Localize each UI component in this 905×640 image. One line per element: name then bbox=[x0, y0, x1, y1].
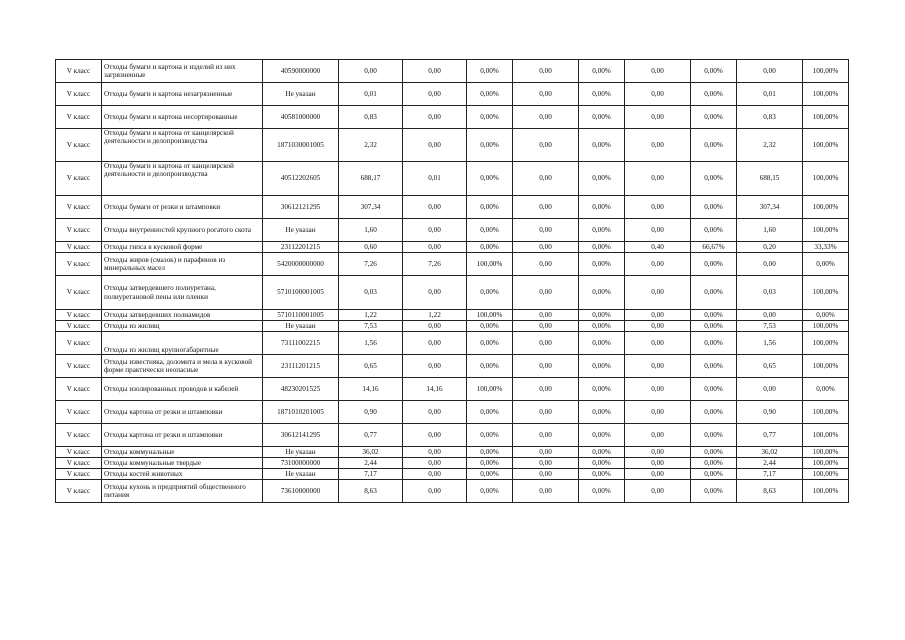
value-cell: 0,00% bbox=[691, 196, 737, 219]
value-cell: 0,00 bbox=[513, 276, 579, 310]
value-cell: 0,00 bbox=[513, 242, 579, 253]
value-cell: 0,00% bbox=[579, 242, 625, 253]
value-cell: 0,00% bbox=[691, 355, 737, 378]
value-cell: 0,00% bbox=[467, 469, 513, 480]
table-row bbox=[56, 480, 849, 503]
value-cell: 100,00% bbox=[467, 310, 513, 321]
value-cell: 0,00 bbox=[403, 447, 467, 458]
value-cell: 0,00 bbox=[625, 378, 691, 401]
value-cell: 0,00 bbox=[513, 219, 579, 242]
value-cell: 0,00% bbox=[467, 321, 513, 332]
value-cell: 688,15 bbox=[737, 162, 803, 196]
waste-code-cell: 23111201215 bbox=[263, 355, 339, 378]
value-cell: 688,17 bbox=[339, 162, 403, 196]
value-cell: 0,00 bbox=[513, 378, 579, 401]
value-cell: 0,00% bbox=[579, 480, 625, 503]
value-cell: 0,00 bbox=[339, 60, 403, 83]
value-cell: 1,22 bbox=[339, 310, 403, 321]
value-cell: 0,00% bbox=[803, 253, 849, 276]
value-cell: 0,00% bbox=[691, 106, 737, 129]
value-cell: 0,00% bbox=[579, 83, 625, 106]
waste-code-cell: 40581000000 bbox=[263, 106, 339, 129]
table-row bbox=[56, 129, 849, 162]
value-cell: 0,00% bbox=[467, 129, 513, 162]
table-row bbox=[56, 447, 849, 458]
value-cell: 7,17 bbox=[339, 469, 403, 480]
hazard-class-cell: V класс bbox=[56, 276, 102, 310]
value-cell: 100,00% bbox=[467, 253, 513, 276]
value-cell: 0,00 bbox=[403, 458, 467, 469]
value-cell: 0,00% bbox=[467, 276, 513, 310]
waste-name-cell: Отходы бумаги и картона от канцелярской деятельности и делопроизводства bbox=[102, 162, 263, 196]
table-row bbox=[56, 106, 849, 129]
value-cell: 0,00 bbox=[403, 480, 467, 503]
value-cell: 0,00% bbox=[467, 162, 513, 196]
value-cell: 0,00% bbox=[579, 310, 625, 321]
value-cell: 0,00% bbox=[467, 196, 513, 219]
waste-name-cell: Отходы картона от резки и штамповки bbox=[102, 401, 263, 424]
value-cell: 0,01 bbox=[339, 83, 403, 106]
value-cell: 0,00 bbox=[403, 60, 467, 83]
value-cell: 0,00 bbox=[625, 321, 691, 332]
value-cell: 1,56 bbox=[737, 332, 803, 355]
value-cell: 0,00 bbox=[403, 469, 467, 480]
value-cell: 0,00% bbox=[691, 276, 737, 310]
hazard-class-cell: V класс bbox=[56, 378, 102, 401]
value-cell: 0,00% bbox=[467, 242, 513, 253]
value-cell: 0,00 bbox=[513, 401, 579, 424]
value-cell: 0,00% bbox=[579, 458, 625, 469]
value-cell: 0,00% bbox=[579, 469, 625, 480]
value-cell: 0,00 bbox=[625, 480, 691, 503]
value-cell: 2,44 bbox=[339, 458, 403, 469]
value-cell: 0,00% bbox=[579, 276, 625, 310]
waste-name-cell: Отходы бумаги и картона незагрязненные bbox=[102, 83, 263, 106]
waste-name-cell: Отходы гипса в кусковой форме bbox=[102, 242, 263, 253]
value-cell: 0,00% bbox=[691, 378, 737, 401]
table-row bbox=[56, 424, 849, 447]
waste-code-cell: 1871010201005 bbox=[263, 401, 339, 424]
table-row bbox=[56, 458, 849, 469]
value-cell: 100,00% bbox=[803, 458, 849, 469]
waste-name-cell: Отходы коммунальные bbox=[102, 447, 263, 458]
value-cell: 0,00% bbox=[467, 355, 513, 378]
value-cell: 0,00 bbox=[403, 321, 467, 332]
value-cell: 0,00 bbox=[403, 332, 467, 355]
waste-code-cell: 40590000000 bbox=[263, 60, 339, 83]
value-cell: 0,00% bbox=[579, 332, 625, 355]
value-cell: 8,63 bbox=[737, 480, 803, 503]
table-row bbox=[56, 253, 849, 276]
hazard-class-cell: V класс bbox=[56, 129, 102, 162]
value-cell: 100,00% bbox=[803, 355, 849, 378]
hazard-class-cell: V класс bbox=[56, 60, 102, 83]
table-row bbox=[56, 162, 849, 196]
value-cell: 0,03 bbox=[737, 276, 803, 310]
value-cell: 0,00 bbox=[625, 196, 691, 219]
waste-code-cell: 5420000000000 bbox=[263, 253, 339, 276]
value-cell: 0,00% bbox=[579, 162, 625, 196]
hazard-class-cell: V класс bbox=[56, 196, 102, 219]
waste-code-cell: 30612141295 bbox=[263, 424, 339, 447]
value-cell: 7,26 bbox=[403, 253, 467, 276]
value-cell: 100,00% bbox=[803, 469, 849, 480]
waste-code-cell: 5710110001005 bbox=[263, 310, 339, 321]
value-cell: 0,00 bbox=[513, 162, 579, 196]
value-cell: 100,00% bbox=[803, 447, 849, 458]
value-cell: 0,00% bbox=[579, 401, 625, 424]
value-cell: 0,00% bbox=[691, 447, 737, 458]
table-row bbox=[56, 401, 849, 424]
waste-table-body bbox=[56, 60, 849, 503]
value-cell: 0,00 bbox=[737, 310, 803, 321]
value-cell: 100,00% bbox=[803, 129, 849, 162]
value-cell: 100,00% bbox=[803, 424, 849, 447]
waste-name-cell: Отходы картона от резки и штамповки bbox=[102, 424, 263, 447]
value-cell: 0,00% bbox=[467, 458, 513, 469]
value-cell: 0,00% bbox=[691, 83, 737, 106]
hazard-class-cell: V класс bbox=[56, 424, 102, 447]
hazard-class-cell: V класс bbox=[56, 458, 102, 469]
table-row bbox=[56, 321, 849, 332]
table-row bbox=[56, 378, 849, 401]
value-cell: 0,00 bbox=[513, 60, 579, 83]
waste-code-cell: 73111002215 bbox=[263, 332, 339, 355]
waste-table bbox=[55, 59, 849, 503]
value-cell: 66,67% bbox=[691, 242, 737, 253]
value-cell: 1,22 bbox=[403, 310, 467, 321]
value-cell: 0,00 bbox=[625, 129, 691, 162]
value-cell: 14,16 bbox=[403, 378, 467, 401]
value-cell: 8,63 bbox=[339, 480, 403, 503]
table-row bbox=[56, 310, 849, 321]
waste-name-cell: Отходы кухонь и предприятий общественного питания bbox=[102, 480, 263, 503]
value-cell: 36,02 bbox=[339, 447, 403, 458]
value-cell: 100,00% bbox=[803, 332, 849, 355]
value-cell: 0,90 bbox=[737, 401, 803, 424]
waste-name-cell: Отходы из жилищ bbox=[102, 321, 263, 332]
hazard-class-cell: V класс bbox=[56, 310, 102, 321]
value-cell: 0,00 bbox=[403, 129, 467, 162]
value-cell: 0,00 bbox=[625, 469, 691, 480]
value-cell: 0,00 bbox=[513, 83, 579, 106]
waste-name-cell: Отходы внутренностей крупного рогатого скота bbox=[102, 219, 263, 242]
value-cell: 0,00% bbox=[579, 196, 625, 219]
value-cell: 0,83 bbox=[737, 106, 803, 129]
waste-code-cell: 30612121295 bbox=[263, 196, 339, 219]
value-cell: 307,34 bbox=[339, 196, 403, 219]
waste-name-cell: Отходы из жилищ крупногабаритные bbox=[102, 332, 263, 355]
value-cell: 33,33% bbox=[803, 242, 849, 253]
value-cell: 7,53 bbox=[737, 321, 803, 332]
waste-code-cell: 5710100001005 bbox=[263, 276, 339, 310]
waste-name-cell: Отходы костей животных bbox=[102, 469, 263, 480]
value-cell: 0,00 bbox=[625, 276, 691, 310]
value-cell: 0,00 bbox=[513, 129, 579, 162]
value-cell: 0,00 bbox=[513, 469, 579, 480]
waste-name-cell: Отходы затвердевших полиамидов bbox=[102, 310, 263, 321]
value-cell: 1,56 bbox=[339, 332, 403, 355]
value-cell: 0,00 bbox=[625, 401, 691, 424]
waste-code-cell: 73100000000 bbox=[263, 458, 339, 469]
value-cell: 0,00 bbox=[737, 253, 803, 276]
value-cell: 0,00 bbox=[513, 458, 579, 469]
table-row bbox=[56, 355, 849, 378]
value-cell: 0,00 bbox=[403, 83, 467, 106]
value-cell: 0,00 bbox=[513, 321, 579, 332]
value-cell: 0,00 bbox=[625, 310, 691, 321]
value-cell: 0,65 bbox=[339, 355, 403, 378]
value-cell: 100,00% bbox=[803, 106, 849, 129]
value-cell: 0,00 bbox=[737, 378, 803, 401]
value-cell: 0,77 bbox=[737, 424, 803, 447]
hazard-class-cell: V класс bbox=[56, 480, 102, 503]
table-row bbox=[56, 276, 849, 310]
waste-name-cell: Отходы бумаги и картона несортированные bbox=[102, 106, 263, 129]
waste-code-cell: 73610000000 bbox=[263, 480, 339, 503]
value-cell: 0,00 bbox=[625, 162, 691, 196]
value-cell: 0,00 bbox=[513, 106, 579, 129]
waste-code-cell: 23112201215 bbox=[263, 242, 339, 253]
waste-code-cell: Не указан bbox=[263, 321, 339, 332]
value-cell: 0,77 bbox=[339, 424, 403, 447]
value-cell: 100,00% bbox=[467, 378, 513, 401]
value-cell: 0,00% bbox=[803, 378, 849, 401]
value-cell: 0,00% bbox=[579, 321, 625, 332]
value-cell: 0,00% bbox=[691, 321, 737, 332]
value-cell: 100,00% bbox=[803, 196, 849, 219]
table-row bbox=[56, 242, 849, 253]
value-cell: 0,00% bbox=[691, 253, 737, 276]
table-row bbox=[56, 83, 849, 106]
hazard-class-cell: V класс bbox=[56, 162, 102, 196]
waste-name-cell: Отходы бумаги от резки и штамповки bbox=[102, 196, 263, 219]
hazard-class-cell: V класс bbox=[56, 83, 102, 106]
value-cell: 0,00% bbox=[467, 219, 513, 242]
value-cell: 0,00% bbox=[691, 424, 737, 447]
waste-name-cell: Отходы изолированных проводов и кабелей bbox=[102, 378, 263, 401]
value-cell: 0,03 bbox=[339, 276, 403, 310]
waste-name-cell: Отходы известняка, доломита и мела в кусковой форме практически неопасные bbox=[102, 355, 263, 378]
value-cell: 0,01 bbox=[737, 83, 803, 106]
hazard-class-cell: V класс bbox=[56, 447, 102, 458]
waste-code-cell: Не указан bbox=[263, 83, 339, 106]
value-cell: 0,00% bbox=[579, 424, 625, 447]
value-cell: 0,00% bbox=[691, 60, 737, 83]
value-cell: 0,00 bbox=[625, 83, 691, 106]
value-cell: 0,00 bbox=[403, 424, 467, 447]
table-row bbox=[56, 60, 849, 83]
value-cell: 0,00% bbox=[467, 447, 513, 458]
value-cell: 0,00 bbox=[403, 219, 467, 242]
value-cell: 2,32 bbox=[339, 129, 403, 162]
value-cell: 0,00 bbox=[625, 253, 691, 276]
waste-name-cell: Отходы жиров (смазок) и парафинов из минеральных масел bbox=[102, 253, 263, 276]
value-cell: 2,32 bbox=[737, 129, 803, 162]
value-cell: 0,00 bbox=[403, 242, 467, 253]
value-cell: 0,00% bbox=[691, 219, 737, 242]
value-cell: 0,00 bbox=[513, 424, 579, 447]
value-cell: 0,00 bbox=[403, 355, 467, 378]
value-cell: 0,00% bbox=[467, 401, 513, 424]
table-row bbox=[56, 469, 849, 480]
value-cell: 0,00 bbox=[513, 480, 579, 503]
hazard-class-cell: V класс bbox=[56, 321, 102, 332]
value-cell: 100,00% bbox=[803, 276, 849, 310]
hazard-class-cell: V класс bbox=[56, 242, 102, 253]
value-cell: 100,00% bbox=[803, 219, 849, 242]
waste-name-cell: Отходы коммунальные твердые bbox=[102, 458, 263, 469]
value-cell: 0,00% bbox=[579, 355, 625, 378]
value-cell: 0,00% bbox=[691, 480, 737, 503]
value-cell: 0,00% bbox=[467, 60, 513, 83]
value-cell: 0,00% bbox=[579, 219, 625, 242]
value-cell: 0,00% bbox=[467, 106, 513, 129]
hazard-class-cell: V класс bbox=[56, 219, 102, 242]
value-cell: 0,00 bbox=[625, 332, 691, 355]
value-cell: 7,53 bbox=[339, 321, 403, 332]
value-cell: 0,00 bbox=[403, 106, 467, 129]
value-cell: 14,16 bbox=[339, 378, 403, 401]
table-row bbox=[56, 196, 849, 219]
value-cell: 0,00 bbox=[625, 60, 691, 83]
table-row bbox=[56, 332, 849, 355]
value-cell: 0,00% bbox=[467, 332, 513, 355]
value-cell: 0,00% bbox=[579, 106, 625, 129]
waste-name-cell: Отходы затвердевшего полиуретана, полиуретановой пены или пленки bbox=[102, 276, 263, 310]
value-cell: 100,00% bbox=[803, 162, 849, 196]
value-cell: 0,60 bbox=[339, 242, 403, 253]
value-cell: 0,20 bbox=[737, 242, 803, 253]
value-cell: 0,00% bbox=[691, 458, 737, 469]
value-cell: 0,00 bbox=[625, 447, 691, 458]
value-cell: 0,00% bbox=[579, 60, 625, 83]
value-cell: 0,00 bbox=[513, 332, 579, 355]
value-cell: 100,00% bbox=[803, 83, 849, 106]
hazard-class-cell: V класс bbox=[56, 106, 102, 129]
value-cell: 2,44 bbox=[737, 458, 803, 469]
value-cell: 307,34 bbox=[737, 196, 803, 219]
value-cell: 7,26 bbox=[339, 253, 403, 276]
value-cell: 0,00 bbox=[625, 219, 691, 242]
value-cell: 0,00 bbox=[513, 447, 579, 458]
value-cell: 0,00% bbox=[467, 83, 513, 106]
value-cell: 100,00% bbox=[803, 401, 849, 424]
waste-code-cell: Не указан bbox=[263, 447, 339, 458]
value-cell: 0,00 bbox=[403, 401, 467, 424]
value-cell: 0,00 bbox=[513, 310, 579, 321]
hazard-class-cell: V класс bbox=[56, 469, 102, 480]
value-cell: 0,00% bbox=[691, 310, 737, 321]
value-cell: 100,00% bbox=[803, 60, 849, 83]
waste-code-cell: 48230201525 bbox=[263, 378, 339, 401]
value-cell: 36,02 bbox=[737, 447, 803, 458]
value-cell: 0,00% bbox=[467, 424, 513, 447]
value-cell: 0,00 bbox=[513, 196, 579, 219]
value-cell: 0,00% bbox=[691, 129, 737, 162]
waste-code-cell: Не указан bbox=[263, 219, 339, 242]
value-cell: 0,01 bbox=[403, 162, 467, 196]
value-cell: 0,00 bbox=[403, 276, 467, 310]
hazard-class-cell: V класс bbox=[56, 355, 102, 378]
value-cell: 0,00% bbox=[803, 310, 849, 321]
value-cell: 0,00% bbox=[579, 378, 625, 401]
value-cell: 0,00% bbox=[579, 253, 625, 276]
value-cell: 0,00 bbox=[737, 60, 803, 83]
hazard-class-cell: V класс bbox=[56, 401, 102, 424]
waste-code-cell: Не указан bbox=[263, 469, 339, 480]
waste-name-cell: Отходы бумаги и картона от канцелярской деятельности и делопроизводства bbox=[102, 129, 263, 162]
value-cell: 0,00% bbox=[467, 480, 513, 503]
value-cell: 0,00 bbox=[513, 355, 579, 378]
value-cell: 0,00% bbox=[691, 469, 737, 480]
value-cell: 100,00% bbox=[803, 321, 849, 332]
value-cell: 0,00% bbox=[579, 447, 625, 458]
value-cell: 7,17 bbox=[737, 469, 803, 480]
table-row bbox=[56, 219, 849, 242]
waste-code-cell: 40512202605 bbox=[263, 162, 339, 196]
waste-code-cell: 1871030001005 bbox=[263, 129, 339, 162]
value-cell: 0,65 bbox=[737, 355, 803, 378]
value-cell: 0,40 bbox=[625, 242, 691, 253]
value-cell: 0,00% bbox=[691, 332, 737, 355]
value-cell: 0,83 bbox=[339, 106, 403, 129]
value-cell: 1,60 bbox=[737, 219, 803, 242]
value-cell: 0,00 bbox=[403, 196, 467, 219]
value-cell: 100,00% bbox=[803, 480, 849, 503]
value-cell: 0,00 bbox=[625, 106, 691, 129]
value-cell: 0,00 bbox=[625, 355, 691, 378]
value-cell: 0,00 bbox=[513, 253, 579, 276]
hazard-class-cell: V класс bbox=[56, 332, 102, 355]
waste-name-cell: Отходы бумаги и картона и изделий из них загрязненные bbox=[102, 60, 263, 83]
value-cell: 0,90 bbox=[339, 401, 403, 424]
value-cell: 0,00% bbox=[579, 129, 625, 162]
value-cell: 0,00% bbox=[691, 162, 737, 196]
value-cell: 0,00 bbox=[625, 424, 691, 447]
hazard-class-cell: V класс bbox=[56, 253, 102, 276]
value-cell: 0,00% bbox=[691, 401, 737, 424]
value-cell: 0,00 bbox=[625, 458, 691, 469]
value-cell: 1,60 bbox=[339, 219, 403, 242]
